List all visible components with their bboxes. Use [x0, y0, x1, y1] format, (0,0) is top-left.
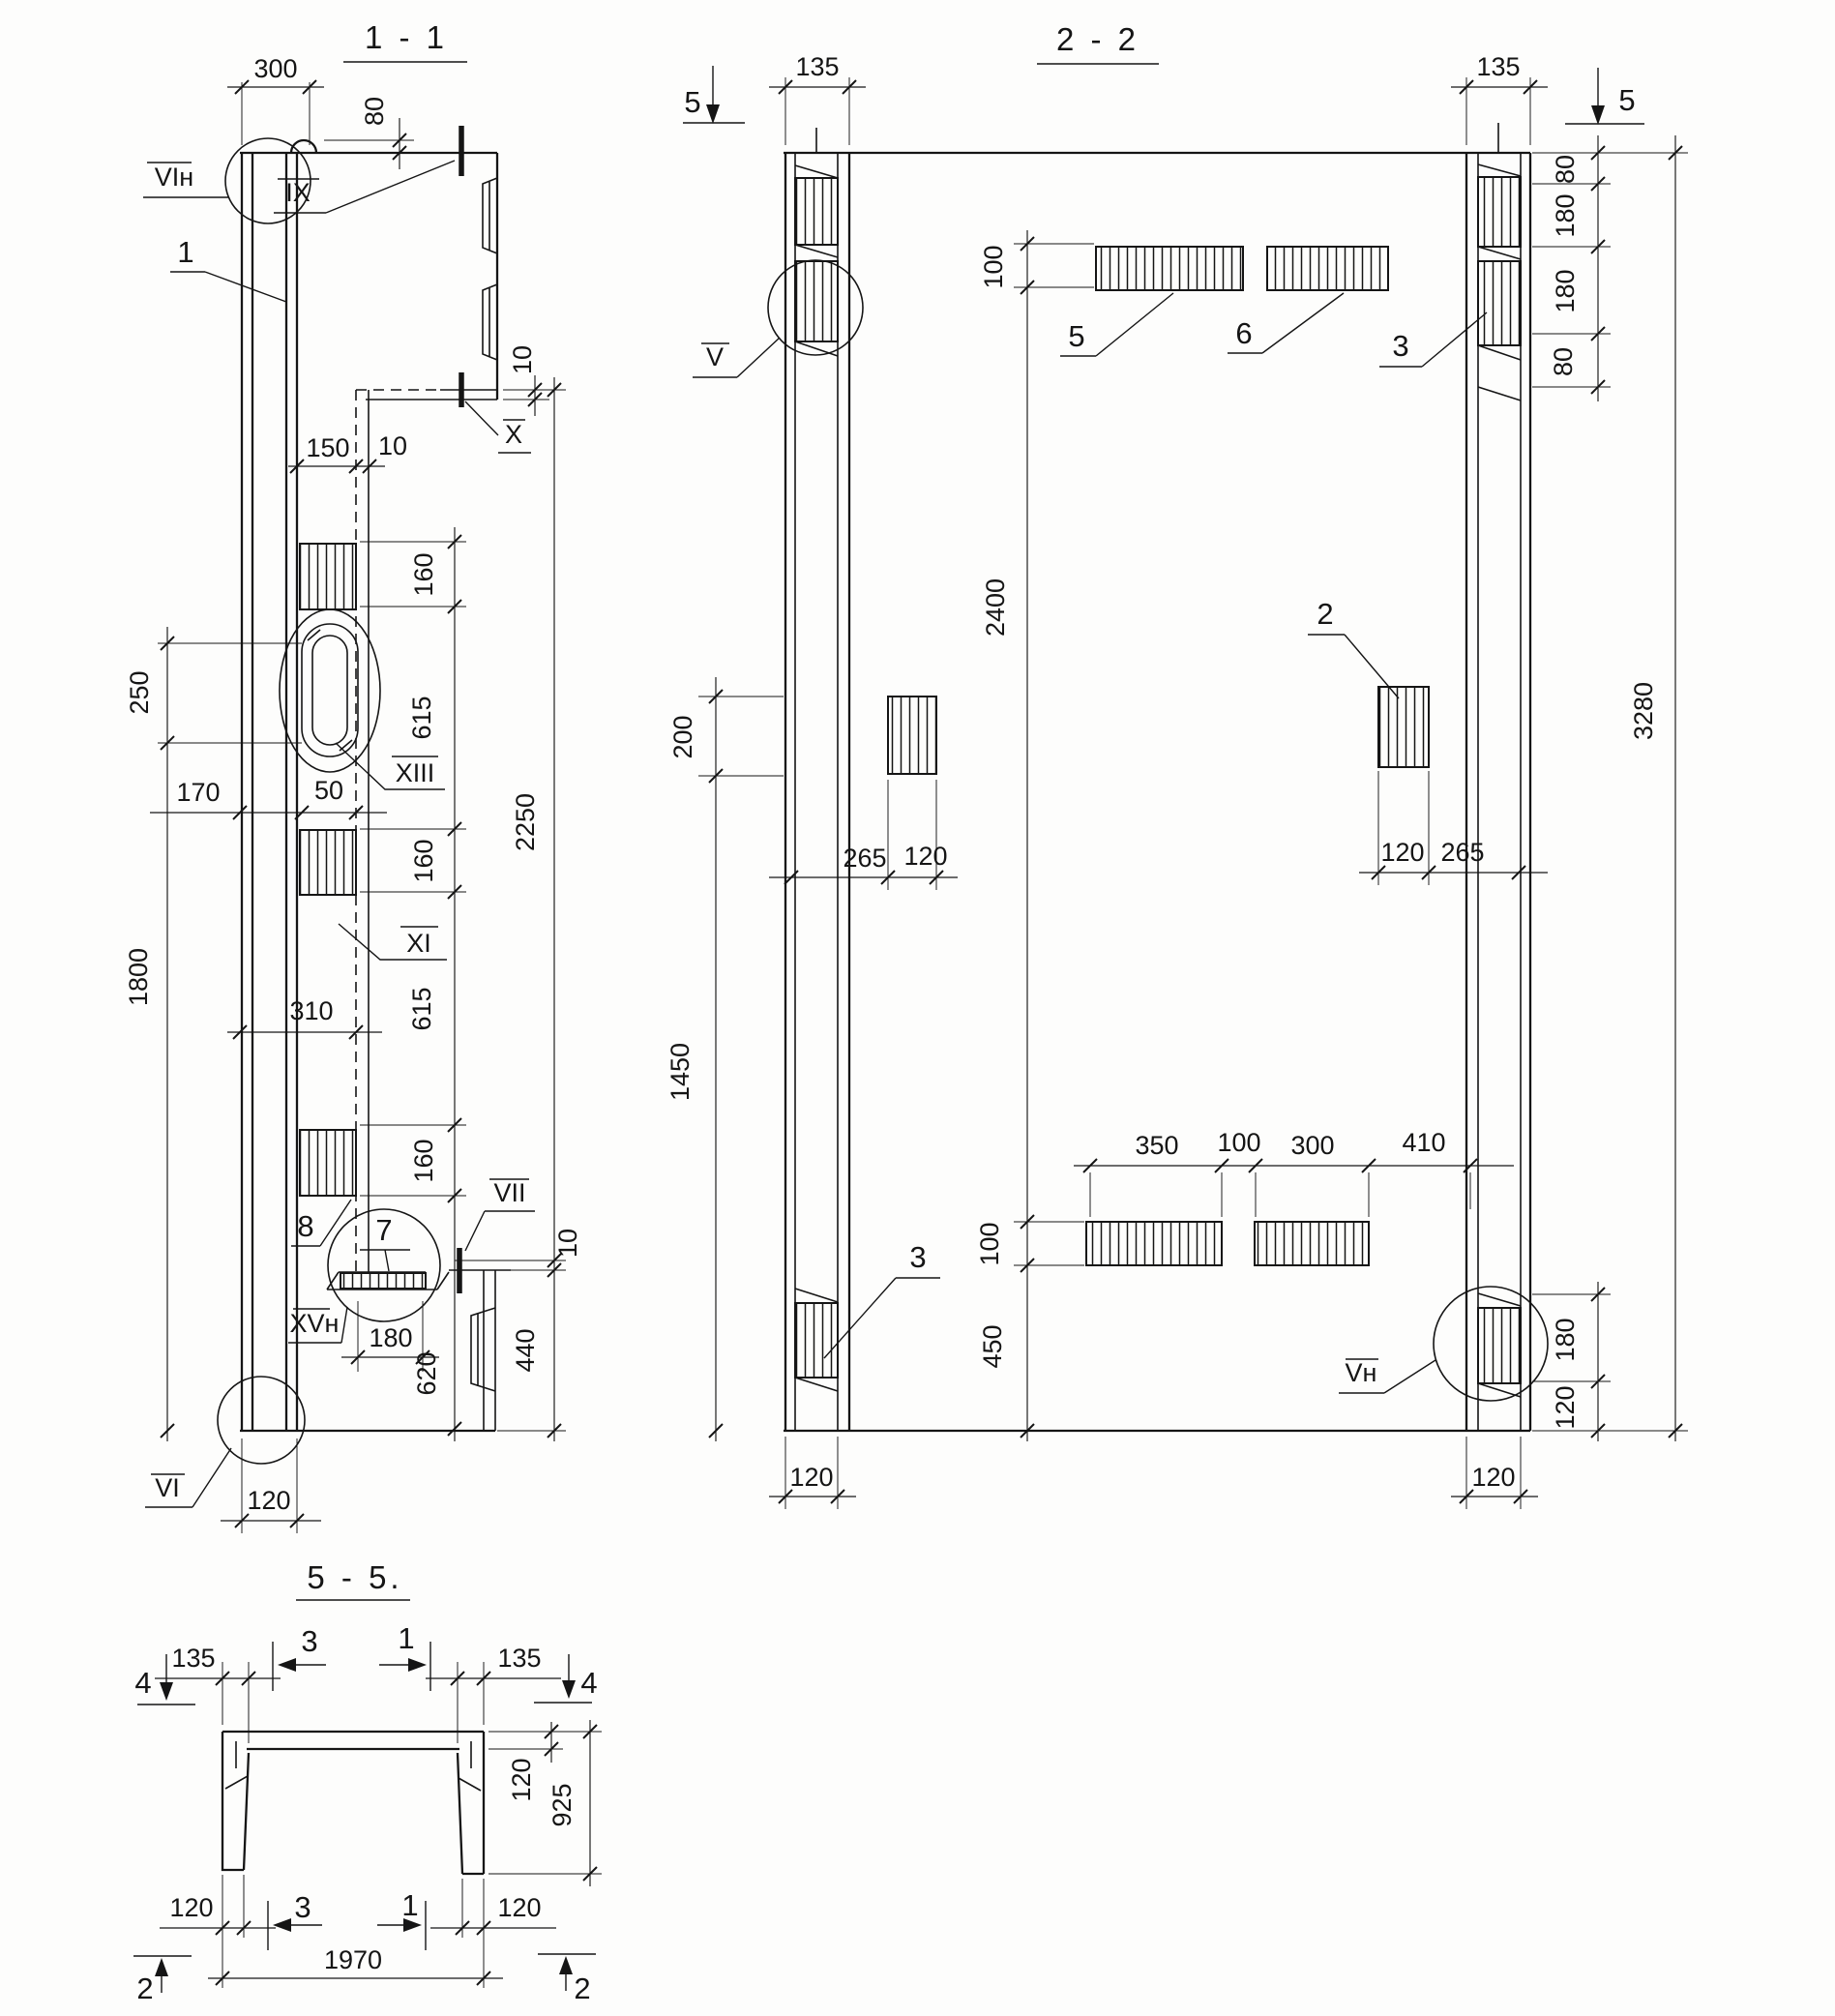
dim-2400-label: 2400 — [981, 578, 1010, 637]
dim-3280 — [1532, 135, 1688, 1441]
mark-xi — [339, 924, 447, 960]
dim-100b-label: 100 — [975, 1222, 1004, 1266]
marker-4l-label: 4 — [134, 1666, 152, 1700]
dim-310 — [227, 996, 382, 1039]
dim-170-50 — [150, 776, 387, 819]
dim-2250-label: 2250 — [511, 792, 540, 852]
dim-925 — [488, 1720, 602, 1886]
marker-2l-label: 2 — [136, 1972, 154, 2005]
dim-180a-label: 180 — [1551, 193, 1580, 238]
mark-r5-label: 5 — [1068, 319, 1085, 353]
mark-7 — [360, 1213, 410, 1271]
section-1-1 — [124, 19, 582, 1533]
mark-xiii-label: XIII — [395, 758, 435, 787]
section-marker-5-right — [1565, 68, 1644, 125]
section-2-2 — [666, 21, 1688, 1509]
mark-5-bar — [1060, 293, 1173, 356]
mark-r3t-label: 3 — [1392, 329, 1409, 363]
dim-925-label: 925 — [548, 1783, 577, 1827]
marker-2r-label: 2 — [574, 1972, 591, 2005]
dim-135l55-label: 135 — [171, 1644, 216, 1673]
dim-250-label: 250 — [125, 670, 154, 715]
marker-1t-label: 1 — [398, 1621, 415, 1655]
section-marker-2-left — [133, 1956, 192, 2005]
mark-x-label: X — [504, 420, 523, 449]
dim-v180-label: 180 — [1551, 1318, 1580, 1362]
mark-r3b-label: 3 — [909, 1240, 927, 1274]
mark-ix-label: IX — [285, 178, 311, 207]
channel-outline-5-5 — [222, 1732, 484, 1874]
dim-300-label: 300 — [253, 54, 298, 83]
mark-vi-label: VI — [155, 1473, 180, 1502]
mark-xi-label: XI — [406, 929, 431, 958]
mark-vii-label: VII — [493, 1178, 526, 1207]
dim-120-bottom-left — [769, 1437, 856, 1509]
dim-160c-label: 160 — [409, 1139, 438, 1183]
mark-v-n — [1339, 1358, 1435, 1393]
dim-150-label: 150 — [306, 433, 350, 462]
dim-160a-label: 160 — [409, 552, 438, 597]
section-2-2-title: 2 - 2 — [1055, 21, 1140, 57]
mark-vn-label: Vн — [1345, 1358, 1377, 1387]
dim-200-1450 — [666, 677, 784, 1441]
marker-4r-label: 4 — [580, 1666, 598, 1700]
dim-b300-label: 300 — [1290, 1131, 1335, 1160]
dim-135r-label: 135 — [1476, 52, 1521, 81]
anchor-plates-1-1 — [300, 544, 358, 1196]
mark-r2-label: 2 — [1317, 597, 1334, 631]
mark-2-plate — [1308, 597, 1399, 698]
dim-135-right-55 — [426, 1644, 561, 1743]
dim-80b-label: 80 — [1549, 346, 1578, 377]
dim-450-label: 450 — [978, 1324, 1007, 1369]
section-marker-1-top — [379, 1621, 430, 1691]
dim-chain-right — [360, 527, 466, 1441]
mark-v — [693, 338, 780, 377]
mark-x — [465, 401, 531, 453]
dim-135l-label: 135 — [795, 52, 840, 81]
mark-xiii — [336, 743, 445, 789]
marker-3t-label: 3 — [301, 1624, 318, 1658]
mark-ix — [274, 161, 455, 213]
mark-1 — [170, 235, 286, 302]
dim-350-label: 350 — [1135, 1131, 1179, 1160]
dim-265l-label: 265 — [843, 844, 887, 873]
detail-circle-vi — [218, 1377, 305, 1464]
section-marker-3-top — [273, 1624, 326, 1691]
dim-120br-label: 120 — [1471, 1463, 1516, 1492]
dim-440-label: 440 — [511, 1328, 540, 1373]
dim-v120-label: 120 — [1551, 1385, 1580, 1430]
dim-120-265-right — [1359, 771, 1548, 885]
mark-r6-label: 6 — [1235, 316, 1253, 350]
dim-120-bl-55 — [160, 1875, 276, 1938]
dim-120-bottom-right — [1451, 1437, 1538, 1509]
mark-1-label: 1 — [177, 235, 194, 269]
mark-v-label: V — [705, 342, 725, 371]
mark-vi — [145, 1448, 231, 1507]
dim-chain-80-180 — [1532, 135, 1688, 401]
dim-250-1800 — [124, 627, 302, 1441]
section-5-5-title: 5 - 5. — [307, 1559, 403, 1595]
dim-620-label: 620 — [412, 1351, 441, 1396]
dim-310-label: 310 — [289, 996, 334, 1025]
dim-80a-label: 80 — [1551, 154, 1580, 185]
mark-xv-n-label: XVн — [289, 1309, 340, 1338]
dim-180-120-right — [1532, 1282, 1611, 1441]
dim-1970-label: 1970 — [323, 1945, 383, 1974]
dim-1800-label: 1800 — [124, 947, 153, 1007]
dim-350-100-300-410 — [1074, 1128, 1514, 1217]
marker-3b-label: 3 — [294, 1890, 311, 1924]
dim-b100-label: 100 — [1217, 1128, 1261, 1157]
detail-ellipse-slot — [280, 609, 380, 772]
dim-615b-label: 615 — [407, 987, 436, 1031]
dim-200-label: 200 — [668, 715, 697, 759]
mark-6-bar — [1228, 293, 1344, 353]
section-5-5 — [133, 1559, 602, 2005]
dim-170-label: 170 — [176, 778, 221, 807]
dim-80 — [319, 97, 414, 169]
dim-135r55-label: 135 — [497, 1644, 542, 1673]
mark-vi-n — [143, 163, 229, 197]
dim-120bl55-label: 120 — [169, 1893, 214, 1922]
dim-120r-label: 120 — [1380, 838, 1425, 867]
mark-8-label: 8 — [297, 1209, 314, 1243]
dim-120-label: 120 — [247, 1486, 291, 1515]
dim-80-label: 80 — [360, 96, 389, 127]
mark-3-top — [1379, 312, 1487, 367]
section-marker-1-bottom — [377, 1888, 426, 1950]
dim-2250-10-440 — [455, 377, 582, 1441]
dim-120bl-label: 120 — [789, 1463, 834, 1492]
dim-135-left — [769, 52, 866, 145]
dim-265r-label: 265 — [1440, 838, 1485, 867]
dim-615a-label: 615 — [407, 696, 436, 740]
dim-120br55-label: 120 — [497, 1893, 542, 1922]
dim-1450-label: 1450 — [666, 1042, 695, 1102]
dim-300 — [227, 54, 324, 145]
dim-1970 — [208, 1938, 503, 1988]
mark-7-label: 7 — [375, 1213, 393, 1247]
section-marker-2-right — [538, 1954, 596, 2005]
dim-10-label: 10 — [377, 431, 408, 460]
dim-160b-label: 160 — [409, 839, 438, 883]
marker-1b-label: 1 — [401, 1888, 419, 1922]
mark-xv-n — [288, 1307, 347, 1343]
dim-150-10 — [288, 431, 407, 473]
dim-265-120-left — [769, 780, 958, 890]
dim-10b-label: 10 — [553, 1228, 582, 1259]
mark-vii — [465, 1178, 535, 1251]
anchor-plates-2-2 — [888, 247, 1429, 1265]
dim-120-bottom-11 — [221, 1438, 321, 1533]
dim-10-step-label: 10 — [508, 344, 537, 375]
dim-3280-label: 3280 — [1629, 681, 1658, 741]
dim-410-label: 410 — [1402, 1128, 1446, 1157]
marker-5r-label: 5 — [1618, 83, 1636, 117]
dim-100-2400-100-450 — [975, 230, 1094, 1441]
dim-120web-label: 120 — [507, 1758, 536, 1802]
mark-8 — [291, 1200, 351, 1246]
dim-100t-label: 100 — [979, 245, 1008, 289]
mark-vi-n-label: VIн — [154, 163, 194, 192]
dim-135-right — [1451, 52, 1548, 145]
section-marker-5-left — [683, 66, 745, 124]
section-marker-3-bottom — [268, 1890, 322, 1950]
dim-180b-label: 180 — [1551, 269, 1580, 313]
mark-3-bottom — [824, 1240, 940, 1358]
dim-135-left-55 — [155, 1644, 281, 1743]
dim-120l-label: 120 — [903, 842, 948, 871]
dim-180-label: 180 — [369, 1323, 413, 1352]
marker-5l-label: 5 — [684, 85, 701, 119]
dim-120-br-55 — [430, 1879, 556, 1938]
dim-50-label: 50 — [313, 776, 344, 805]
dim-10-step — [503, 345, 549, 416]
section-1-1-title: 1 - 1 — [364, 19, 449, 55]
